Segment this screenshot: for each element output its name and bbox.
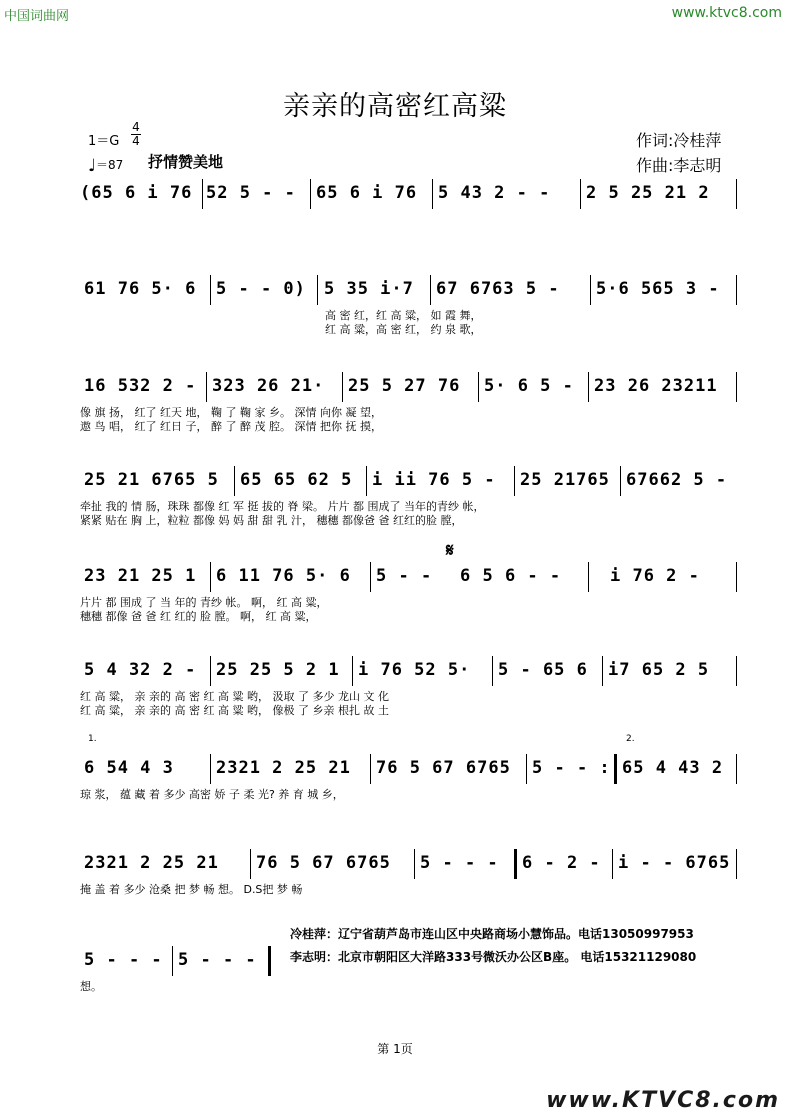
barline (342, 372, 343, 402)
segno-icon: 𝄋 (446, 540, 454, 561)
composer-credit: 作曲:李志明 (636, 156, 722, 175)
measure: 6 - 2 - (522, 853, 601, 873)
barline (590, 275, 591, 305)
meter-bottom: 4 (132, 134, 140, 148)
expression-marking: 抒情赞美地 (148, 153, 224, 171)
barline (736, 372, 737, 402)
barline (736, 849, 737, 879)
measure: i 76 2 - (610, 566, 700, 586)
measure: 23 26 23211 (594, 376, 718, 396)
barline (580, 179, 581, 209)
barline (414, 849, 415, 879)
measure: 5 - - 0) (216, 279, 306, 299)
lyric-line-1: 像 旗 扬， 红了 红天 地， 鞠 了 鞠 家 乡。 深情 向你 凝 望， (80, 406, 382, 419)
lyric-line-1: 高 密 红，红 高 粱， 如 霞 舞， (325, 309, 482, 322)
barline (736, 754, 737, 784)
measure: 5 - - : (532, 758, 611, 778)
barline (317, 275, 318, 305)
measure: 52 5 - - (206, 183, 296, 203)
volta-2-label: 2. (626, 734, 635, 744)
measure: 5·6 565 3 - (596, 279, 720, 299)
measure: 67662 5 - (626, 470, 728, 490)
barline (432, 179, 433, 209)
lyric-line-1: 想。 (80, 980, 102, 993)
score-row (80, 376, 740, 433)
site-url-right[interactable]: www.ktvc8.com (671, 5, 782, 21)
measure: 5 - 65 6 (498, 660, 588, 680)
barline (514, 466, 515, 496)
measure: 5 - - - (84, 950, 163, 970)
lyric-line-1: 掩 盖 着 多少 沧桑 把 梦 畅 想。 D.S把 梦 畅 (80, 883, 303, 896)
measure: i ii 76 5 - (372, 470, 496, 490)
final-barline (268, 946, 271, 976)
measure: 61 76 5· 6 (84, 279, 197, 299)
measure: 65 6 i 76 (316, 183, 418, 203)
barline (612, 849, 613, 879)
barline (588, 562, 589, 592)
barline (202, 179, 203, 209)
score-row (80, 734, 740, 801)
barline (210, 754, 211, 784)
lyricist-credit: 作词:冷桂萍 (636, 131, 722, 150)
score-row (80, 183, 740, 205)
measure: 5 43 2 - - (438, 183, 551, 203)
lyric-line-2: 紧紧 贴在 胸 上，粒粒 都像 妈 妈 甜 甜 乳 汁， 穗穗 都像爸 爸 红红的脸 膛， (80, 514, 463, 527)
barline (370, 754, 371, 784)
barline (602, 656, 603, 686)
measure: 6 5 6 - - (460, 566, 562, 586)
barline (366, 466, 367, 496)
measure: 5· 6 5 - (484, 376, 574, 396)
measure: (65 6 i 76 (80, 183, 193, 203)
barline (210, 656, 211, 686)
measure: 5 4 32 2 - (84, 660, 197, 680)
barline (430, 275, 431, 305)
measure: 25 25 5 2 1 (216, 660, 340, 680)
measure: 6 11 76 5· 6 (216, 566, 351, 586)
measure: 2321 2 25 21 (84, 853, 219, 873)
measure: 5 35 i·7 (324, 279, 414, 299)
page-number: 第 1页 (377, 1042, 413, 1056)
double-barline (514, 849, 517, 879)
measure: 5 - - (376, 566, 433, 586)
site-url-bottom[interactable]: www.KTVC8.com (546, 1088, 780, 1113)
lyric-line-1: 琼 浆， 蕴 藏 着 多少 高密 娇 子 柔 光? 养 育 城 乡， (80, 788, 344, 801)
barline (526, 754, 527, 784)
barline (352, 656, 353, 686)
score-row (80, 853, 740, 896)
contact-line-2: 李志明：北京市朝阳区大洋路333号微沃办公区B座。 电话15321129080 (290, 950, 697, 964)
tempo-value: ＝87 (96, 158, 124, 172)
lyric-line-2: 红 高 粱， 亲 亲的 高 密 红 高 粱 哟， 像极 了 乡亲 根扎 故 土 (80, 704, 389, 717)
measure: 65 65 62 5 (240, 470, 353, 490)
measure: 65 4 43 2 (622, 758, 724, 778)
score-row (80, 470, 740, 527)
song-title: 亲亲的高密红高粱 (283, 91, 507, 122)
barline (588, 372, 589, 402)
measure: i - - 6765 (618, 853, 731, 873)
measure: 76 5 67 6765 (256, 853, 391, 873)
repeat-barline (614, 754, 617, 784)
lyric-line-1: 红 高 粱， 亲 亲的 高 密 红 高 粱 哟， 汲取 了 多少 龙山 文 化 (80, 690, 389, 703)
measure: 23 21 25 1 (84, 566, 197, 586)
tempo-marking (88, 154, 123, 174)
measure: 5 - - - (420, 853, 499, 873)
measure: 2321 2 25 21 (216, 758, 351, 778)
barline (210, 275, 211, 305)
lyric-line-2: 红 高 粱，高 密 红， 约 泉 歌， (325, 323, 482, 336)
volta-1-label: 1. (88, 734, 97, 744)
score-row (80, 279, 740, 336)
score-row (80, 660, 740, 717)
quarter-note-icon: ♩ (88, 156, 97, 176)
barline (250, 849, 251, 879)
barline (310, 179, 311, 209)
barline (370, 562, 371, 592)
measure: i7 65 2 5 (608, 660, 710, 680)
barline (736, 656, 737, 686)
measure: 5 - - - (178, 950, 257, 970)
time-signature (131, 121, 141, 148)
barline (736, 562, 737, 592)
measure: 25 21 6765 5 (84, 470, 219, 490)
barline (736, 179, 737, 209)
barline (206, 372, 207, 402)
measure: 25 21765 (520, 470, 610, 490)
measure: 25 5 27 76 (348, 376, 461, 396)
contact-line-1: 冷桂萍：辽宁省葫芦岛市连山区中央路商场小慧饰品。电话13050997953 (290, 927, 694, 941)
measure: 323 26 21· (212, 376, 325, 396)
measure: 16 532 2 - (84, 376, 197, 396)
lyric-line-2: 遨 鸟 唱， 红了 红日 子， 醉 了 醉 茂 腔。 深情 把你 抚 摸， (80, 420, 382, 433)
lyric-line-1: 片片 都 围成 了 当 年的 青纱 帐。 啊， 红 高 粱， (80, 596, 328, 609)
measure: i 76 52 5· (358, 660, 471, 680)
barline (172, 946, 173, 976)
barline (620, 466, 621, 496)
barline (478, 372, 479, 402)
barline (736, 275, 737, 305)
measure: 6 54 4 3 (84, 758, 174, 778)
lyric-line-1: 牵扯 我的 情 肠，珠珠 都像 红 军 挺 拔的 脊 梁。 片片 都 围成了 当年的青纱 帐， (80, 500, 485, 513)
key-signature: 1＝G (88, 134, 120, 149)
meter-top: 4 (132, 120, 140, 134)
barline (210, 562, 211, 592)
measure: 2 5 25 21 2 (586, 183, 710, 203)
barline (234, 466, 235, 496)
score-row (80, 540, 740, 623)
lyric-line-2: 穗穗 都像 爸 爸 红 红的 脸 膛。 啊， 红 高 粱， (80, 610, 317, 623)
site-name-left: 中国词曲网 (4, 9, 70, 24)
barline (492, 656, 493, 686)
measure: 67 6763 5 - (436, 279, 560, 299)
measure: 76 5 67 6765 (376, 758, 511, 778)
